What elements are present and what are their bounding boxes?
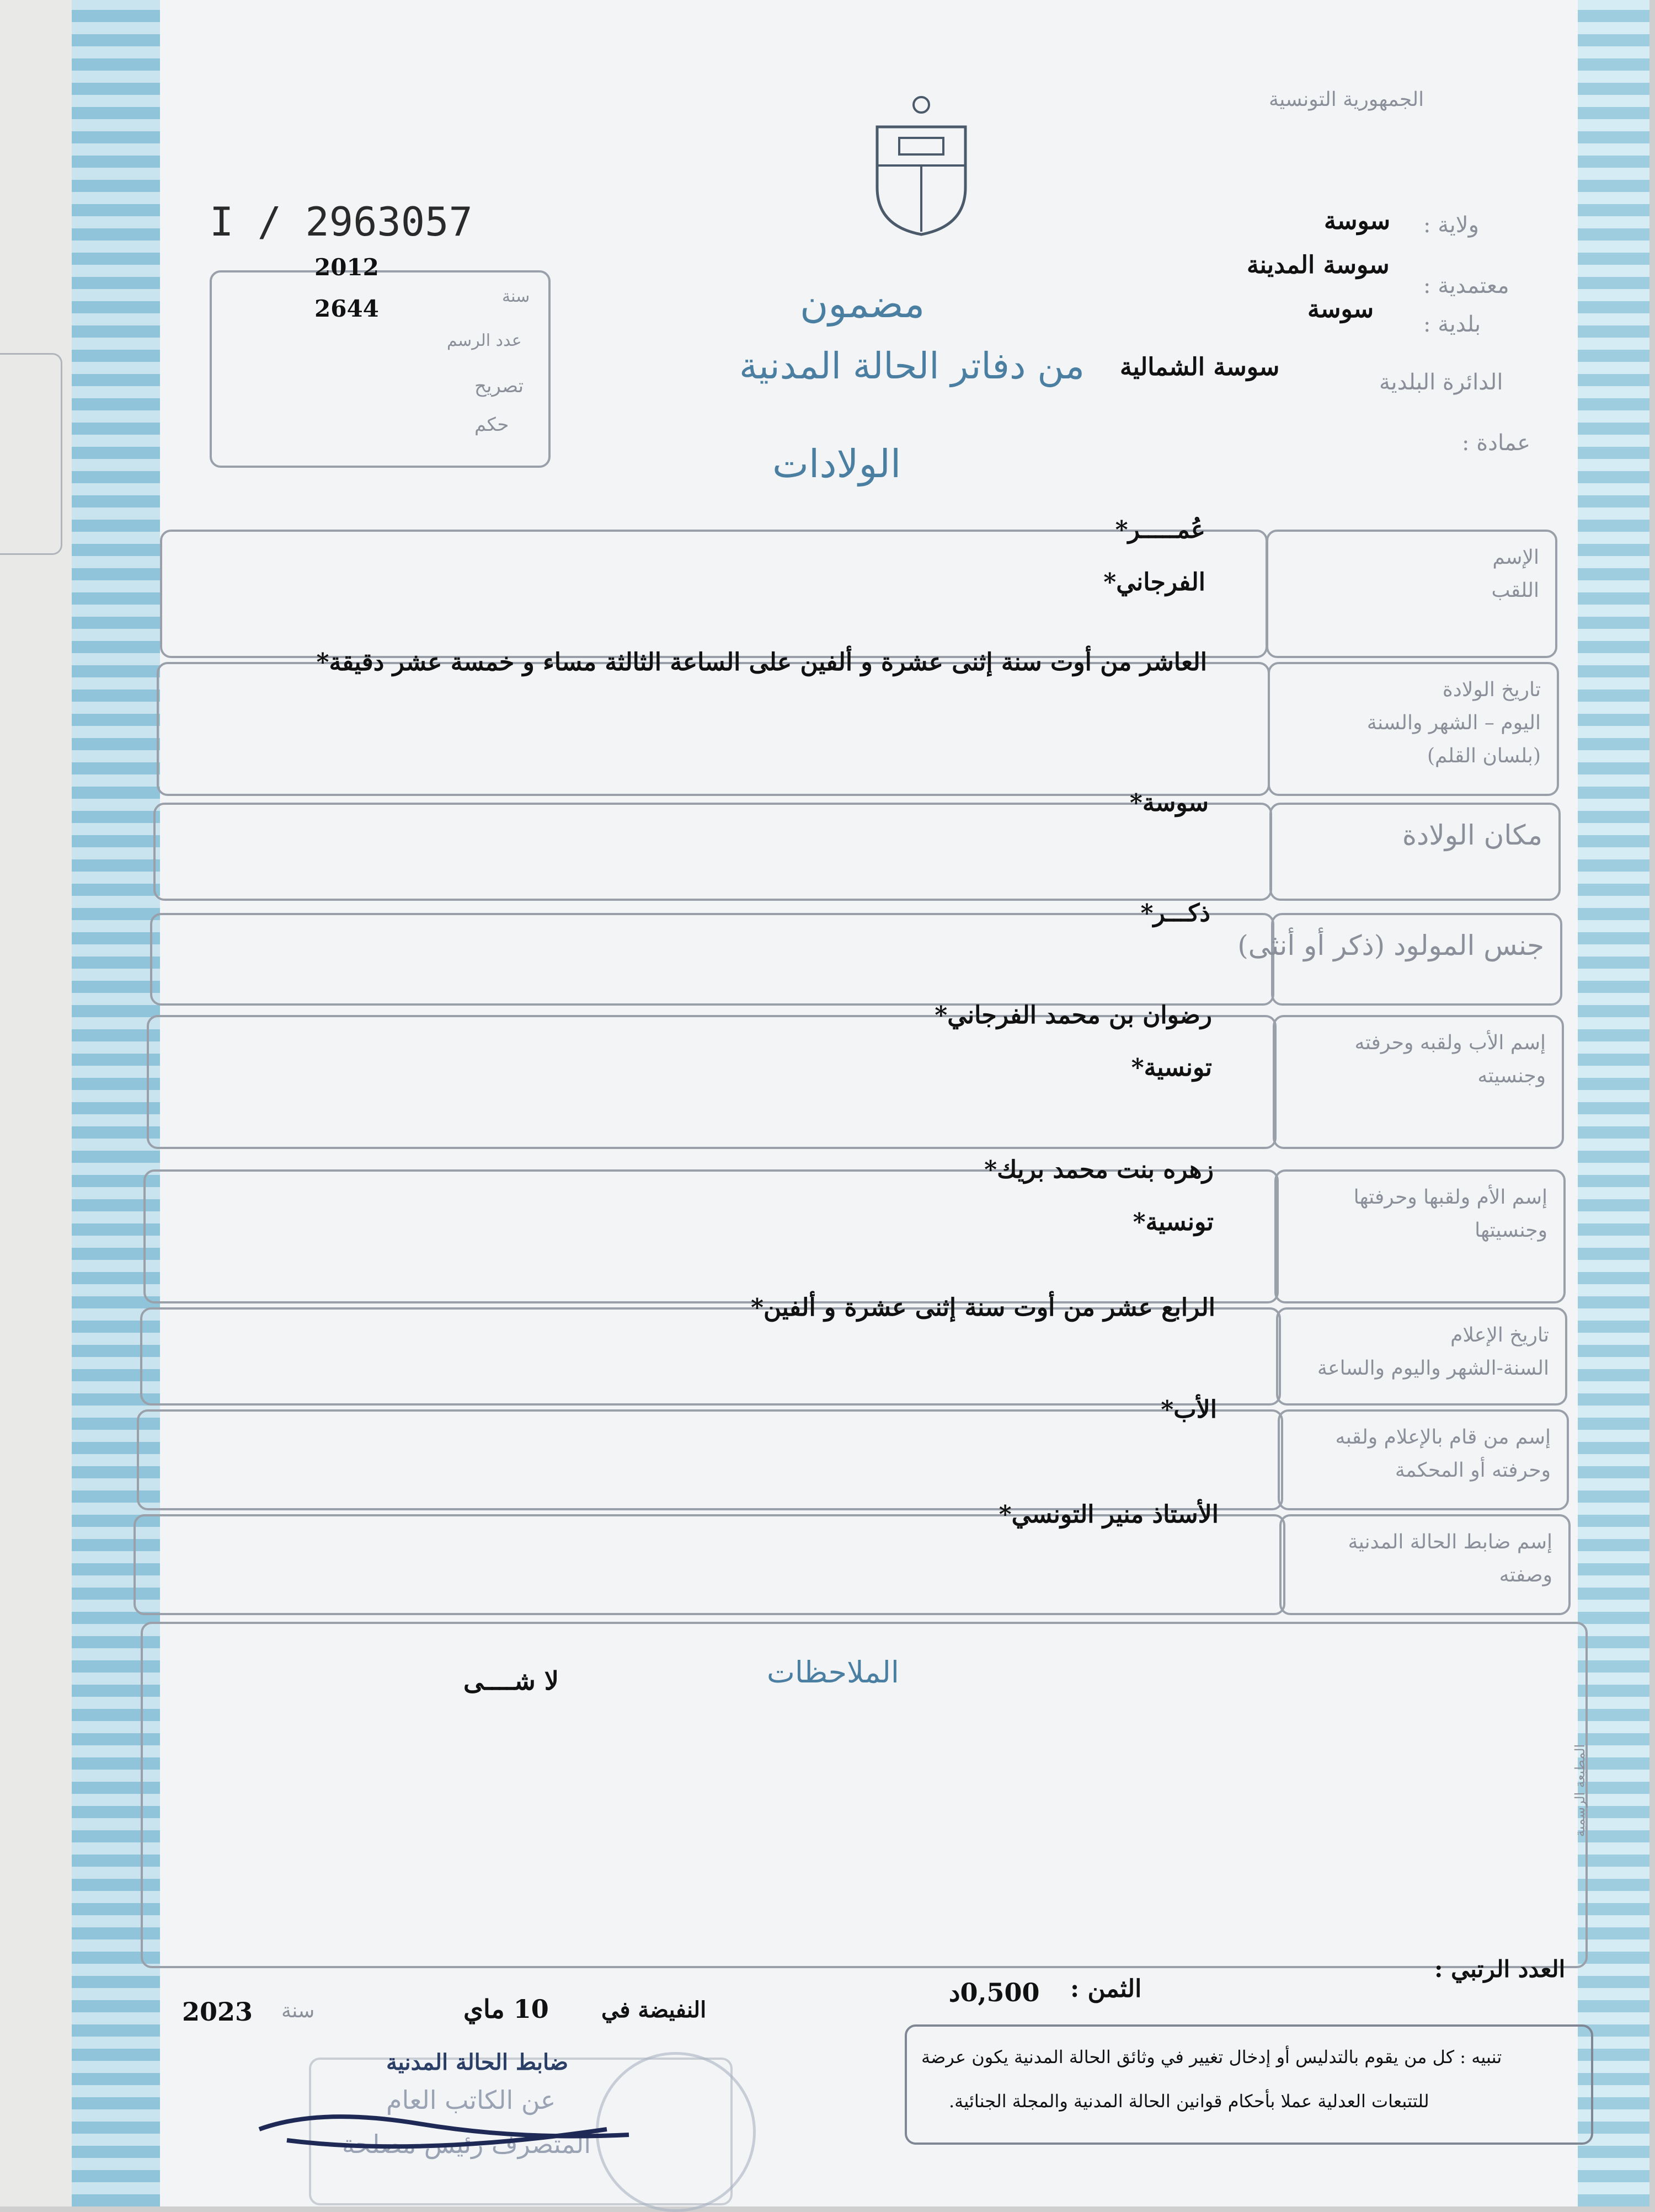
stamp-line-1: عن الكاتب العام: [386, 2085, 556, 2115]
wilaya-value: سوسة: [1324, 207, 1391, 235]
field-label: إسم الأب ولقبه وحرفته: [1354, 1032, 1546, 1054]
field-value: تونسية*: [1133, 1208, 1214, 1236]
remarks-value: لا شــــى: [463, 1666, 559, 1696]
signature: [254, 2096, 640, 2162]
field-label: جنس المولود (ذكر أو أنثى): [1237, 929, 1544, 961]
field-label: اليوم – الشهر والسنة: [1366, 712, 1541, 734]
register-number-value: 2644: [314, 295, 379, 322]
decorative-border-right: [1578, 0, 1649, 2206]
title-civil-registers: من دفاتر الحالة المدنية: [739, 345, 1085, 387]
field-value-box: [137, 1409, 1283, 1510]
field-value-box: [160, 530, 1268, 658]
baladiya-label: بلدية :: [1423, 312, 1481, 337]
field-value: عُمـــــر*: [1115, 516, 1205, 544]
warning-notice-line-2: للتتبعات العدلية عملا بأحكام قوانين الحالة المدنية والمجلة الجنائية.: [949, 2091, 1429, 2112]
field-value: تونسية*: [1131, 1054, 1212, 1082]
title-births: الولادات: [772, 441, 901, 487]
field-label: وجنسيته: [1477, 1065, 1546, 1087]
mutamadiya-label: معتمدية :: [1423, 273, 1509, 298]
officer-title: ضابط الحالة المدنية: [386, 2049, 569, 2075]
field-label: (بلسان القلم): [1427, 745, 1541, 767]
adjacent-sheet: [0, 0, 77, 2206]
field-value-box: [150, 913, 1274, 1006]
coat-of-arms-emblem: [866, 94, 976, 237]
field-label: إسم ضابط الحالة المدنية: [1348, 1531, 1552, 1553]
register-declaration-label: تصريح: [474, 375, 524, 397]
price-value: 0,500د: [949, 1978, 1040, 2007]
register-judgment-label: حكم: [474, 414, 509, 436]
field-label: مكان الولادة: [1402, 819, 1542, 851]
stamp-line-2: المتصرف رئيس مصلحة: [342, 2129, 591, 2159]
daira-label: الدائرة البلدية: [1379, 370, 1503, 395]
mutamadiya-value: سوسة المدينة: [1247, 251, 1390, 279]
field-label: وحرفته أو المحكمة: [1395, 1459, 1551, 1482]
adjacent-sheet-box: [0, 353, 62, 555]
umada-label: عمادة :: [1462, 430, 1531, 456]
warning-notice-line-1: تنبيه : كل من يقوم بالتدليس أو إدخال تغيير في وثائق الحالة المدنية يكون عرضة: [921, 2047, 1502, 2067]
field-value: الفرجاني*: [1103, 568, 1205, 596]
register-info-box: [210, 270, 551, 468]
wilaya-label: ولاية :: [1423, 212, 1479, 238]
register-number-label: عدد الرسم: [447, 331, 522, 350]
field-label: إسم الأم ولقبها وحرفتها: [1353, 1186, 1547, 1209]
field-value: سوسة*: [1129, 789, 1209, 817]
field-value-box: [157, 662, 1270, 796]
serial-rank-label: العدد الرتبي :: [1434, 1955, 1566, 1983]
field-label: وصفته: [1499, 1564, 1552, 1586]
field-value: ذكـــر*: [1140, 899, 1210, 927]
field-value: رضوان بن محمد الفرجاني*: [935, 1001, 1212, 1029]
title-madmoun: مضمون: [800, 281, 925, 327]
field-value-box: [153, 803, 1272, 901]
extract-label: النفيضة في: [601, 1997, 707, 2023]
field-value: الأستاذ منير التونسي*: [999, 1500, 1219, 1529]
field-value-box: [143, 1169, 1279, 1303]
field-label: تاريخ الولادة: [1442, 678, 1541, 701]
field-label-box: [1276, 1307, 1567, 1406]
daira-value: سوسة الشمالية: [1120, 353, 1280, 381]
republic-heading: الجمهورية التونسية: [1269, 88, 1424, 111]
field-label: اللقب: [1491, 579, 1539, 602]
printer-mark: المطبعة الرسمية: [1572, 1744, 1588, 1837]
field-label-box: [1269, 803, 1561, 901]
field-value: الرابع عشر من أوت سنة إثنى عشرة و ألفين*: [751, 1294, 1215, 1322]
year-label: سنة: [281, 2000, 315, 2022]
extract-date: 10 ماي: [463, 1994, 549, 2024]
field-value-box: [147, 1015, 1277, 1149]
year-value: 2023: [182, 1997, 253, 2027]
field-label: السنة-الشهر واليوم والساعة: [1317, 1357, 1549, 1380]
field-label: وجنسيتها: [1475, 1219, 1547, 1242]
field-label: إسم من قام بالإعلام ولقبه: [1335, 1426, 1551, 1449]
field-value: العاشر من أوت سنة إثنى عشرة و ألفين على الساعة الثالثة مساء و خمسة عشر دقيقة*: [316, 648, 1207, 676]
remarks-label: الملاحظات: [767, 1655, 899, 1690]
field-label: تاريخ الإعلام: [1450, 1324, 1549, 1347]
warning-notice-box: [905, 2024, 1593, 2145]
field-label: الإسم: [1492, 546, 1539, 569]
baladiya-value: سوسة: [1307, 295, 1374, 323]
price-label: الثمن :: [1070, 1975, 1142, 2003]
field-value-box: [140, 1307, 1281, 1406]
field-value-box: [134, 1514, 1285, 1615]
register-year-value: 2012: [314, 254, 379, 281]
field-value: الأب*: [1161, 1396, 1217, 1424]
register-year-label: سنة: [502, 287, 530, 306]
field-value: زهره بنت محمد بريك*: [984, 1156, 1214, 1184]
serial-number: I / 2963057: [210, 199, 473, 245]
